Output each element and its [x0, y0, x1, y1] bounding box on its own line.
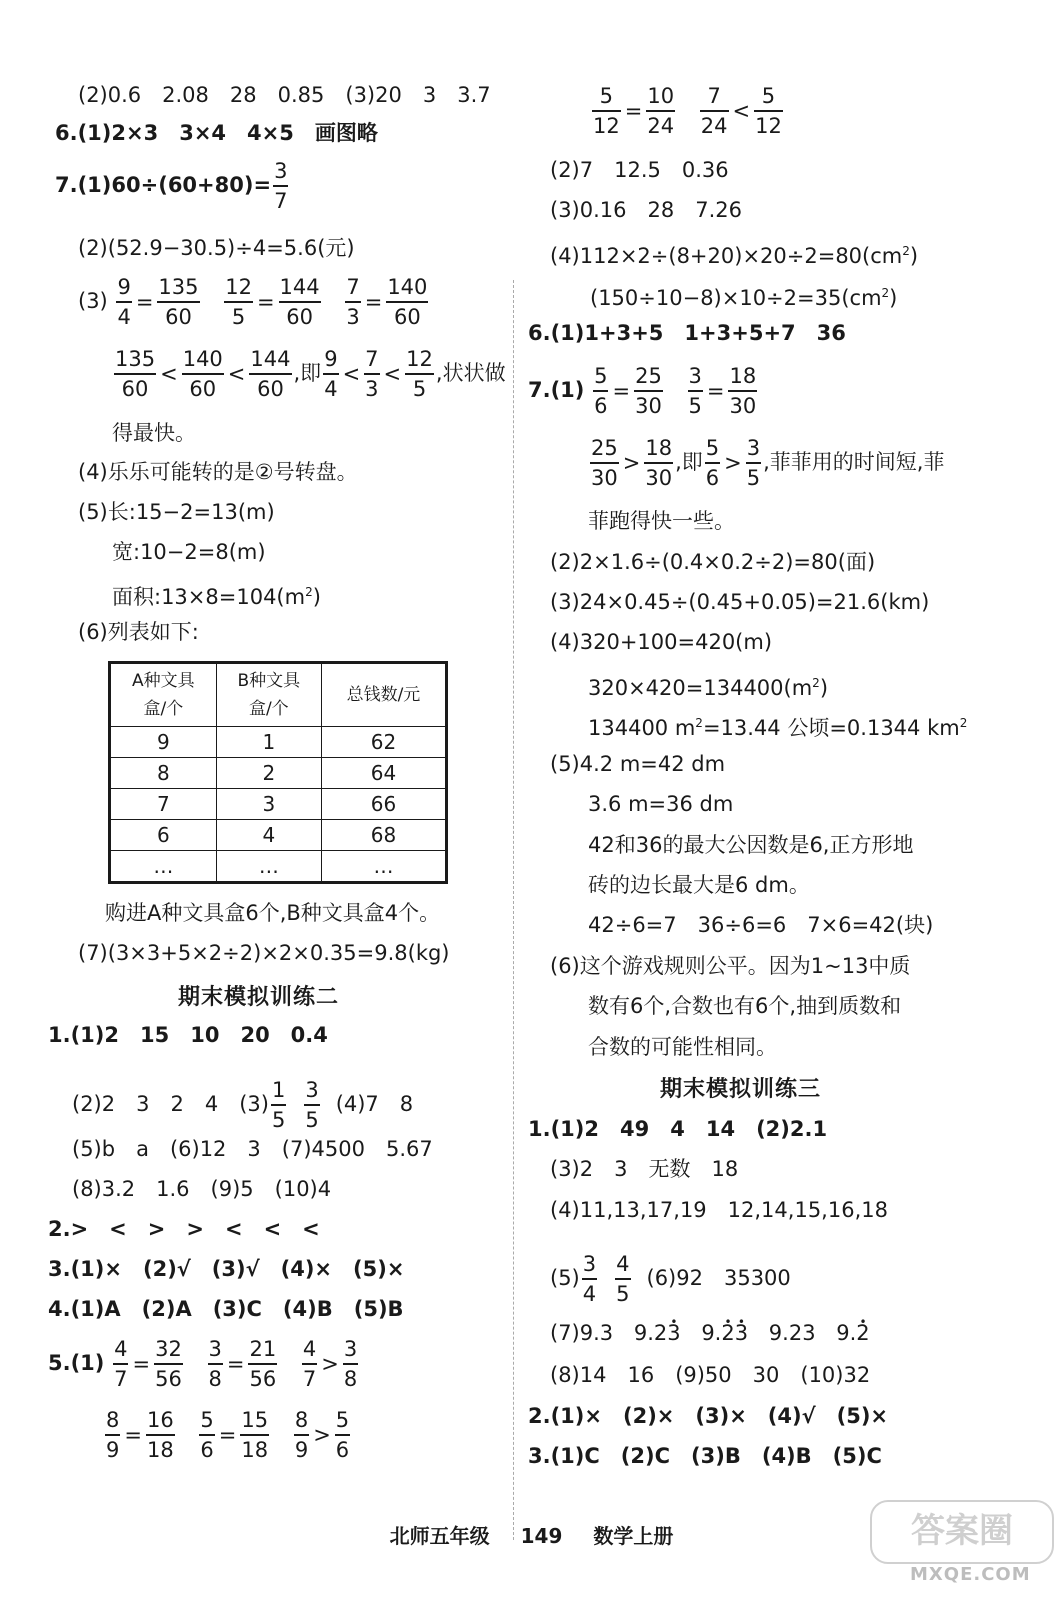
footer-subject: 数学上册	[593, 1524, 674, 1548]
line: (3)24×0.45÷(0.45+0.05)=21.6(km)	[550, 590, 930, 614]
line: $320\times 420=134400(m^2)$	[588, 676, 829, 700]
line: 134400 $m^2=13.44$ 公顷=0.1344 $km^2$	[588, 716, 968, 740]
line: $(4)112\times 2\div(8+20)\times 20\div 2=80(cm^2)$	[550, 244, 919, 268]
line: 面积$:13\times 8=104(m^2)$	[112, 585, 321, 609]
line: 2.(1)× (2)× (3)× (4)√ (5)×	[528, 1404, 889, 1428]
line: 合数的可能性相同。	[588, 1035, 777, 1059]
line: (2)(52.9−30.5)÷4=5.6(元)	[78, 236, 355, 260]
fraction-line: (5) $\frac{3}{4}$ $\frac{4}{5}$ (6)92 35300	[550, 1252, 791, 1306]
column-divider	[513, 280, 514, 1540]
line	[55, 157, 290, 215]
line: 1.(1)2 49 4 14 (2)2.1	[528, 1117, 828, 1141]
fraction-line: $\frac{5}{12}$ = $\frac{10}{24}$ $\frac{7}{24}$ < $\frac{5}{12}$	[593, 84, 782, 138]
line: $(150\div 10-8)\times 10\div 2=35(cm^2)$	[590, 286, 898, 310]
line: (2)7 12.5 0.36	[550, 158, 729, 182]
footer-grade: 北师五年级	[389, 1524, 490, 1548]
fraction-line: $\frac{8}{9}$ = $\frac{16}{18}$ $\frac{5}{6}$ = $\frac{15}{18}$ $\frac{8}{9}$ > $\frac{5}{6}$	[106, 1408, 350, 1462]
page-number: 149	[520, 1524, 563, 1548]
line: 4.(1)A (2)A (3)C (4)B (5)B	[48, 1297, 404, 1321]
line: (6)这个游戏规则公平。因为1~13中质	[550, 954, 911, 978]
watermark-logo: 答案圈 MXQE.COM	[870, 1500, 1055, 1590]
fraction-line: $\frac{135}{60}$ < $\frac{140}{60}$ < $\frac{144}{60}$ ,即 $\frac{9}{4}$ < $\frac{7}{3}$ < $\frac{12}{5}$ ,状状做	[115, 347, 506, 401]
table-row: … … …	[110, 851, 447, 883]
line: 3.(1)C (2)C (3)B (4)B (5)C	[528, 1444, 882, 1468]
section-title: 期末模拟训练三	[660, 1077, 822, 1102]
line: 砖的边长最大是6 dm。	[588, 873, 810, 897]
line: (7)(3×3+5×2÷2)×2×0.35=9.8(kg)	[78, 941, 450, 965]
line: 得最快。	[112, 421, 196, 445]
line: (3)2 3 无数 18	[550, 1157, 739, 1181]
table-row: 7 3 66	[110, 789, 447, 820]
fraction-line: (2)2 3 2 4 (3) $\frac{1}{5}$ $\frac{3}{5}$ (4)7 8	[72, 1078, 414, 1132]
line: (8)14 16 (9)50 30 (10)32	[550, 1363, 871, 1387]
line: (5)b a (6)12 3 (7)4500 5.67	[72, 1137, 433, 1161]
line: 3.6 m=36 dm	[588, 792, 734, 816]
fraction-line: 5.(1) $\frac{4}{7}$ = $\frac{32}{56}$ $\frac{3}{8}$ = $\frac{21}{56}$ $\frac{4}{7}$ > $\frac{3}{8}$	[48, 1337, 358, 1391]
line: (4)320+100=420(m)	[550, 630, 773, 654]
fraction-line: (3) $\frac{9}{4}$ = $\frac{135}{60}$ $\frac{12}{5}$ = $\frac{144}{60}$ $\frac{7}{3}$ = $\frac{140}{60}$	[78, 275, 428, 329]
repeating-decimals: (7)9.3 9.23 • 9.2 •3 • 9.23 9.2 •	[550, 1318, 870, 1348]
line: (8)3.2 1.6 (9)5 (10)4	[72, 1177, 332, 1201]
line: (2)0.6 2.08 28 0.85 (3)20 3 3.7	[78, 83, 491, 107]
line: (4)11,13,17,19 12,14,15,16,18	[550, 1198, 888, 1222]
line: 42÷6=7 36÷6=6 7×6=42(块)	[588, 913, 934, 937]
line: 数有6个,合数也有6个,抽到质数和	[588, 994, 902, 1018]
table-row: 9 1 62	[110, 727, 447, 758]
line: (5)4.2 m=42 dm	[550, 752, 726, 776]
line: 3.(1)× (2)√ (3)√ (4)× (5)×	[48, 1257, 405, 1281]
line: (5)长:15−2=13(m)	[78, 500, 275, 524]
fraction-line: $\frac{25}{30}$ > $\frac{18}{30}$ ,即 $\frac{5}{6}$ > $\frac{3}{5}$ ,菲菲用的时间短,菲	[591, 436, 945, 490]
fraction-line: 7.(1) $\frac{5}{6}$ = $\frac{25}{30}$ $\frac{3}{5}$ = $\frac{18}{30}$	[528, 364, 757, 418]
line: 1.(1)2 15 10 20 0.4	[48, 1023, 328, 1047]
text: 7.(1)60÷(60+80)=	[55, 173, 272, 197]
line: (3)0.16 28 7.26	[550, 198, 742, 222]
line: 宽:10−2=8(m)	[112, 540, 266, 564]
line: (2)2×1.6÷(0.4×0.2÷2)=80(面)	[550, 550, 876, 574]
section-title: 期末模拟训练二	[178, 985, 340, 1010]
line: 2.> < > > < < <	[48, 1217, 320, 1241]
line: (4)乐乐可能转的是②号转盘。	[78, 460, 358, 484]
table-row: 6 4 68	[110, 820, 447, 851]
line: (6)列表如下:	[78, 620, 199, 644]
line: 购进A种文具盒6个,B种文具盒4个。	[105, 901, 441, 925]
fraction: $\frac{3}{7}$	[274, 159, 288, 213]
data-table	[108, 661, 448, 884]
table-header: A种文具 盒/个 B种文具 盒/个 总钱数/元	[110, 663, 447, 727]
table-row: 8 2 64	[110, 758, 447, 789]
line: 6.(1)2×3 3×4 4×5 画图略	[55, 121, 378, 145]
line: 6.(1)1+3+5 1+3+5+7 36	[528, 321, 846, 345]
line: 42和36的最大公因数是6,正方形地	[588, 833, 914, 857]
line: 菲跑得快一些。	[588, 509, 735, 533]
